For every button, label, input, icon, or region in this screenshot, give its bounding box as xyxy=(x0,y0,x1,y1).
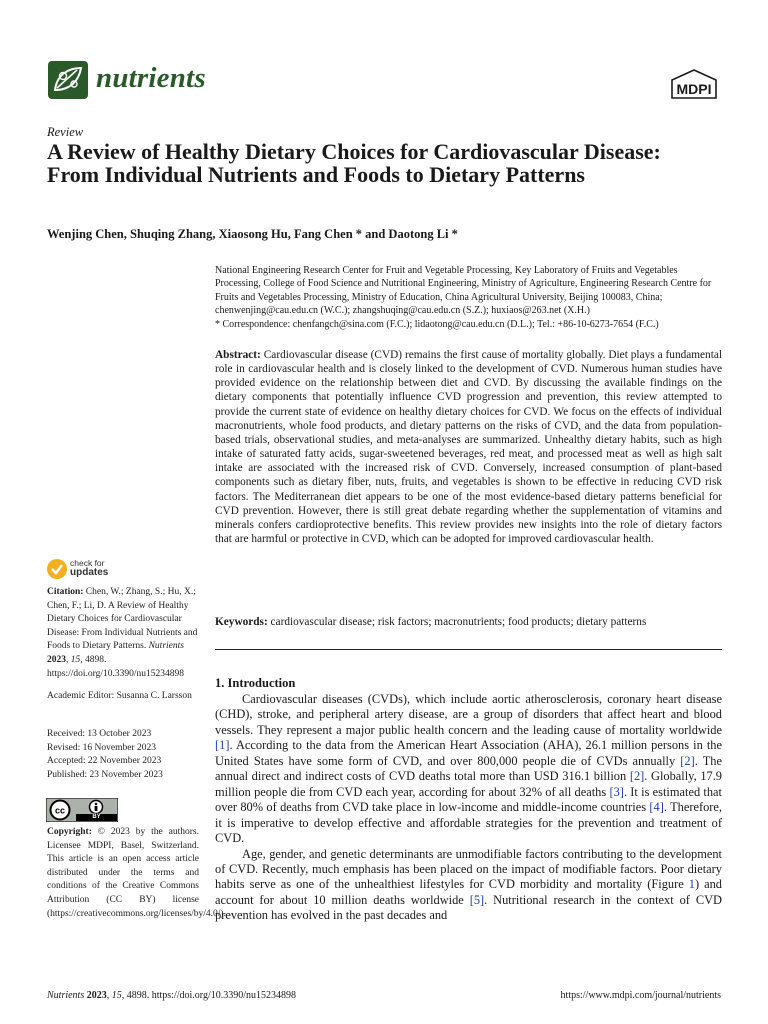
keywords-label: Keywords: xyxy=(215,616,268,628)
citation-text: Chen, W.; Zhang, S.; Hu, X.; Chen, F.; Li, D. A Review of Healthy Dietary Choices for Cardiovascular Disease: From Individual Nutrients and Foods to Dietary Patterns. xyxy=(47,587,198,652)
reference-link[interactable]: [2] xyxy=(629,769,645,784)
figure-link[interactable]: 1 xyxy=(688,877,695,892)
footer-citation: Nutrients 2023, 15, 4898. https://doi.org/10.3390/nu15234898 xyxy=(47,990,297,1001)
citation-year: 2023 xyxy=(47,654,66,665)
dates-block xyxy=(47,728,199,782)
check-updates-line1: check for xyxy=(70,558,105,568)
footer-doi[interactable]: , 4898. https://doi.org/10.3390/nu15234898 xyxy=(121,990,297,1001)
check-for-updates-icon[interactable] xyxy=(46,558,68,580)
abstract-text: Cardiovascular disease (CVD) remains the first cause of mortality globally. Diet plays a fundamental role in cardiovascular health and is closely linked to the development of CVD. Numerous human studies have provided evidence on the relationship between diet and CVD. By discussing the available findings on the dietary components that potentially influence CVD progression and prevention, this review attempted to provide the current state of evidence on healthy dietary choices for CVD. We focus on the effects of individual macronutrients, whole food products, and dietary patterns on the risks of CVD, and the data from population-based trials, observational studies, and meta-analyses are summarized. Unhealthy dietary habits, such as high intake of saturated fatty acids, sugar-sweetened beverages, red meat, and processed meat as well as high salt intake are associated with the increased risk of CVD. Conversely, increased consumption of plant-based components such as dietary fiber, nuts, fruits, and vegetables is shown to be effective in reducing CVD risk factors. The Mediterranean diet appears to be one of the most evidence-based dietary patterns beneficial for CVD prevention. However, there is still great debate regarding whether the supplementation of vitamins and minerals confers cardioprotective benefits. This review provides new insights into the role of dietary factors that are harmful or protective in CVD, which can be adopted for improved cardiovascular health. xyxy=(215,349,722,546)
citation-block: Citation: Chen, W.; Zhang, S.; Hu, X.; Chen, F.; Li, D. A Review of Healthy Dietary Choices for Cardiovascular Disease: From Individual Nutrients and Foods to Dietary Patterns. Nutrients 2023, 15, 4898. https://doi.org/10.3390/nu15234898 xyxy=(47,587,198,679)
date-published: Published: 23 November 2023 xyxy=(47,769,163,780)
reference-link[interactable]: [2] xyxy=(680,753,695,768)
reference-link[interactable]: [5] xyxy=(469,892,485,907)
introduction-body xyxy=(215,692,722,924)
keywords-text: cardiovascular disease; risk factors; macronutrients; food products; dietary patterns xyxy=(270,616,647,628)
section-divider xyxy=(215,649,722,650)
footer-volume: 15 xyxy=(111,990,122,1001)
keywords xyxy=(215,615,722,629)
affiliations xyxy=(215,264,725,331)
citation-doi[interactable]: , 4898. https://doi.org/10.3390/nu15234898 xyxy=(47,654,185,679)
date-received: Received: 13 October 2023 xyxy=(47,729,152,739)
intro-paragraph-2: Age, gender, and genetic determinants are unmodifiable factors contributing to the development of CVD. Recently, much emphasis has been placed on the impact of modifiable factors. Poor dietary habits serve as one of the unhealthiest lifestyles for CVD morbidity and mortality (Figure 1) and account for about 10 million deaths worldwide [5]. Nutritional research in the context of CVD prevention has evolved in the past decades and xyxy=(215,846,723,923)
abstract-label: Abstract: xyxy=(215,349,261,361)
reference-link[interactable]: [4] xyxy=(649,800,664,815)
copyright-text: © 2023 by the authors. Licensee MDPI, Basel, Switzerland. This article is an open access article distributed under the terms and conditions of the Creative Commons Attribution (CC BY) license (https://creativecommons.org/licenses/by/4.0/). xyxy=(47,827,226,919)
mdpi-logo-icon xyxy=(668,68,720,100)
article-title: A Review of Healthy Dietary Choices for Cardiovascular Disease: From Individual Nutrients and Foods to Dietary Patterns xyxy=(47,139,661,187)
footer-journal: Nutrients xyxy=(47,990,85,1001)
academic-editor: Academic Editor: Susanna C. Larsson xyxy=(47,691,192,701)
check-updates-line2: updates xyxy=(70,567,109,578)
footer-journal-url[interactable]: https://www.mdpi.com/journal/nutrients xyxy=(560,990,721,1001)
check-for-updates-label[interactable] xyxy=(70,559,108,577)
correspondence: * Correspondence: chenfangch@sina.com (F.C.); lidaotong@cau.edu.cn (D.L.); Tel.: +86-10-6273-7654 (F.C.) xyxy=(215,318,659,330)
reference-link[interactable]: [1] xyxy=(215,738,230,753)
citation-label: Citation: xyxy=(47,587,84,597)
citation-journal: Nutrients xyxy=(148,641,184,652)
date-accepted: Accepted: 22 November 2023 xyxy=(47,756,162,767)
copyright-block xyxy=(47,826,226,921)
section-heading-introduction: 1. Introduction xyxy=(215,676,296,690)
cc-by-badge-text: BY xyxy=(92,814,101,820)
citation-volume: 15 xyxy=(70,654,81,665)
journal-name: nutrients xyxy=(96,62,206,94)
intro-paragraph-1: Cardiovascular diseases (CVDs), which include aortic atherosclerosis, coronary heart disease (CHD), stroke, and peripheral artery disease, are a group of disorders that affect heart and blood vessels. They represent a major public health concern and the leading cause of mortality worldwide [1]. According to the data from the American Heart Association (AHA), 26.1 million persons in the United States have some form of CVD, and over 800,000 people die of CVDs annually [2]. The annual direct and indirect costs of CVD deaths total more than USD 316.1 billion [2]. Globally, 17.9 million people die from CVD each year, according for about 32% of all deaths [3]. It is estimated that over 80% of deaths from CVD take place in low-income and middle-income countries [4]. Therefore, it is imperative to develop effective and affordable strategies for the prevention and treatment of CVD. xyxy=(215,692,723,846)
abstract xyxy=(215,348,722,546)
affiliation-text: National Engineering Research Center for Fruit and Vegetable Processing, Key Laboratory of Fruits and Vegetables Processing, College of Food Science and Nutritional Engineering, Ministry of Agriculture, Engineering Research Centre for Fruits and Vegetables Processing, Ministry of Education, China Agricultural University, Beijing 100083, China; chenwenjing@cau.edu.cn (W.C.); zhangshuqing@cau.edu.cn (S.Z.); huxiaos@263.net (X.H.) xyxy=(215,265,712,317)
mdpi-logo-text: MDPI xyxy=(676,81,712,97)
article-type: Review xyxy=(47,125,84,139)
cc-by-license-icon[interactable] xyxy=(46,798,118,822)
date-revised: Revised: 16 November 2023 xyxy=(47,742,156,753)
nutrients-logo-icon xyxy=(47,60,89,100)
author-list: Wenjing Chen, Shuqing Zhang, Xiaosong Hu, Fang Chen * and Daotong Li * xyxy=(47,227,458,241)
reference-link[interactable]: [3] xyxy=(609,784,624,799)
svg-text:cc: cc xyxy=(54,805,66,816)
copyright-label: Copyright: xyxy=(47,827,92,837)
footer-year: 2023 xyxy=(86,990,107,1001)
